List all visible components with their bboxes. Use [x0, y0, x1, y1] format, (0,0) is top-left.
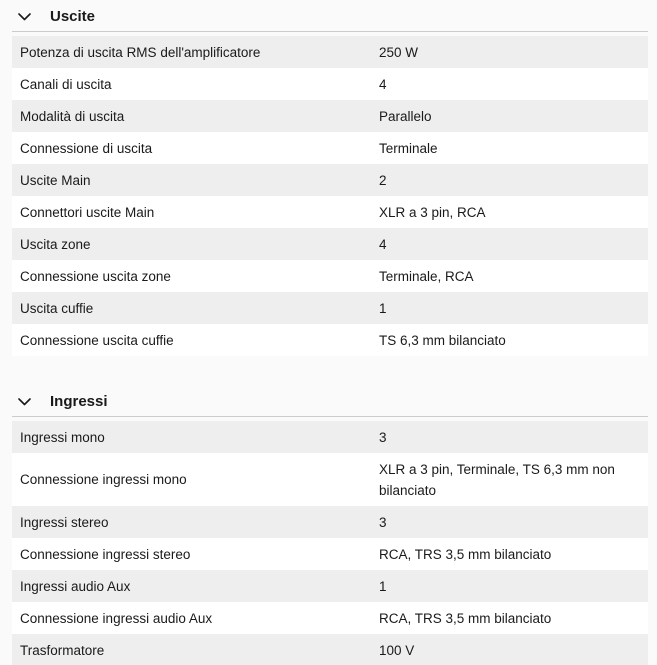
spec-row	[12, 260, 648, 292]
spec-row	[12, 100, 648, 132]
spec-row	[12, 196, 648, 228]
spec-label: Uscite Main	[20, 172, 91, 188]
spec-section	[12, 385, 648, 665]
spec-value: 4	[379, 76, 387, 92]
section-header-toggle[interactable]	[12, 385, 648, 417]
spec-row	[12, 324, 648, 356]
spec-label: Ingressi audio Aux	[20, 578, 131, 594]
spec-section	[12, 0, 648, 356]
spec-value: TS 6,3 mm bilanciato	[379, 332, 506, 348]
spec-value: 250 W	[379, 44, 419, 60]
spec-value: XLR a 3 pin, RCA	[379, 204, 486, 220]
section-rows	[12, 36, 648, 356]
spec-row	[12, 602, 648, 634]
spec-row	[12, 453, 648, 506]
spec-label: Uscita zone	[20, 236, 91, 252]
spec-label: Connessione ingressi audio Aux	[20, 610, 213, 626]
spec-label: Canali di uscita	[20, 76, 112, 92]
spec-label: Connessione uscita cuffie	[20, 332, 174, 348]
spec-row	[12, 132, 648, 164]
spec-value: 2	[379, 172, 387, 188]
spec-label: Connessione di uscita	[20, 140, 153, 156]
spec-value: 3	[379, 429, 387, 445]
chevron-down-icon	[18, 398, 31, 406]
spec-label: Connettori uscite Main	[20, 204, 155, 220]
spec-value: RCA, TRS 3,5 mm bilanciato	[379, 546, 552, 562]
spec-value: 1	[379, 578, 387, 594]
spec-table	[12, 0, 648, 665]
spec-row	[12, 570, 648, 602]
spec-row	[12, 506, 648, 538]
spec-label: Connessione ingressi stereo	[20, 546, 191, 562]
spec-label: Connessione ingressi mono	[20, 472, 187, 487]
spec-value: Terminale	[379, 140, 438, 156]
spec-value: 100 V	[379, 642, 415, 658]
spec-label: Ingressi mono	[20, 429, 105, 445]
spec-label: Trasformatore	[20, 642, 105, 658]
spec-label: Modalità di uscita	[20, 108, 125, 124]
spec-label: Connessione uscita zone	[20, 268, 171, 284]
section-rows	[12, 421, 648, 665]
spec-row	[12, 292, 648, 324]
spec-row	[12, 36, 648, 68]
spec-value: RCA, TRS 3,5 mm bilanciato	[379, 610, 552, 626]
section-header-toggle[interactable]	[12, 0, 648, 32]
spec-value: 3	[379, 514, 387, 530]
spec-row	[12, 228, 648, 260]
spec-row	[12, 68, 648, 100]
spec-value: 1	[379, 300, 387, 316]
spec-label: Ingressi stereo	[20, 514, 109, 530]
spec-row	[12, 164, 648, 196]
spec-label: Uscita cuffie	[20, 300, 94, 316]
spec-value: Parallelo	[379, 108, 432, 124]
section-title: Uscite	[50, 8, 96, 25]
spec-row	[12, 634, 648, 665]
spec-row	[12, 538, 648, 570]
spec-value: 4	[379, 236, 387, 252]
section-title: Ingressi	[50, 393, 108, 410]
spec-row	[12, 421, 648, 453]
spec-value: XLR a 3 pin, Terminale, TS 6,3 mm non bilanciato	[379, 461, 615, 498]
spec-label: Potenza di uscita RMS dell'amplificatore	[20, 44, 261, 60]
chevron-down-icon	[18, 13, 31, 21]
spec-value: Terminale, RCA	[379, 268, 474, 284]
